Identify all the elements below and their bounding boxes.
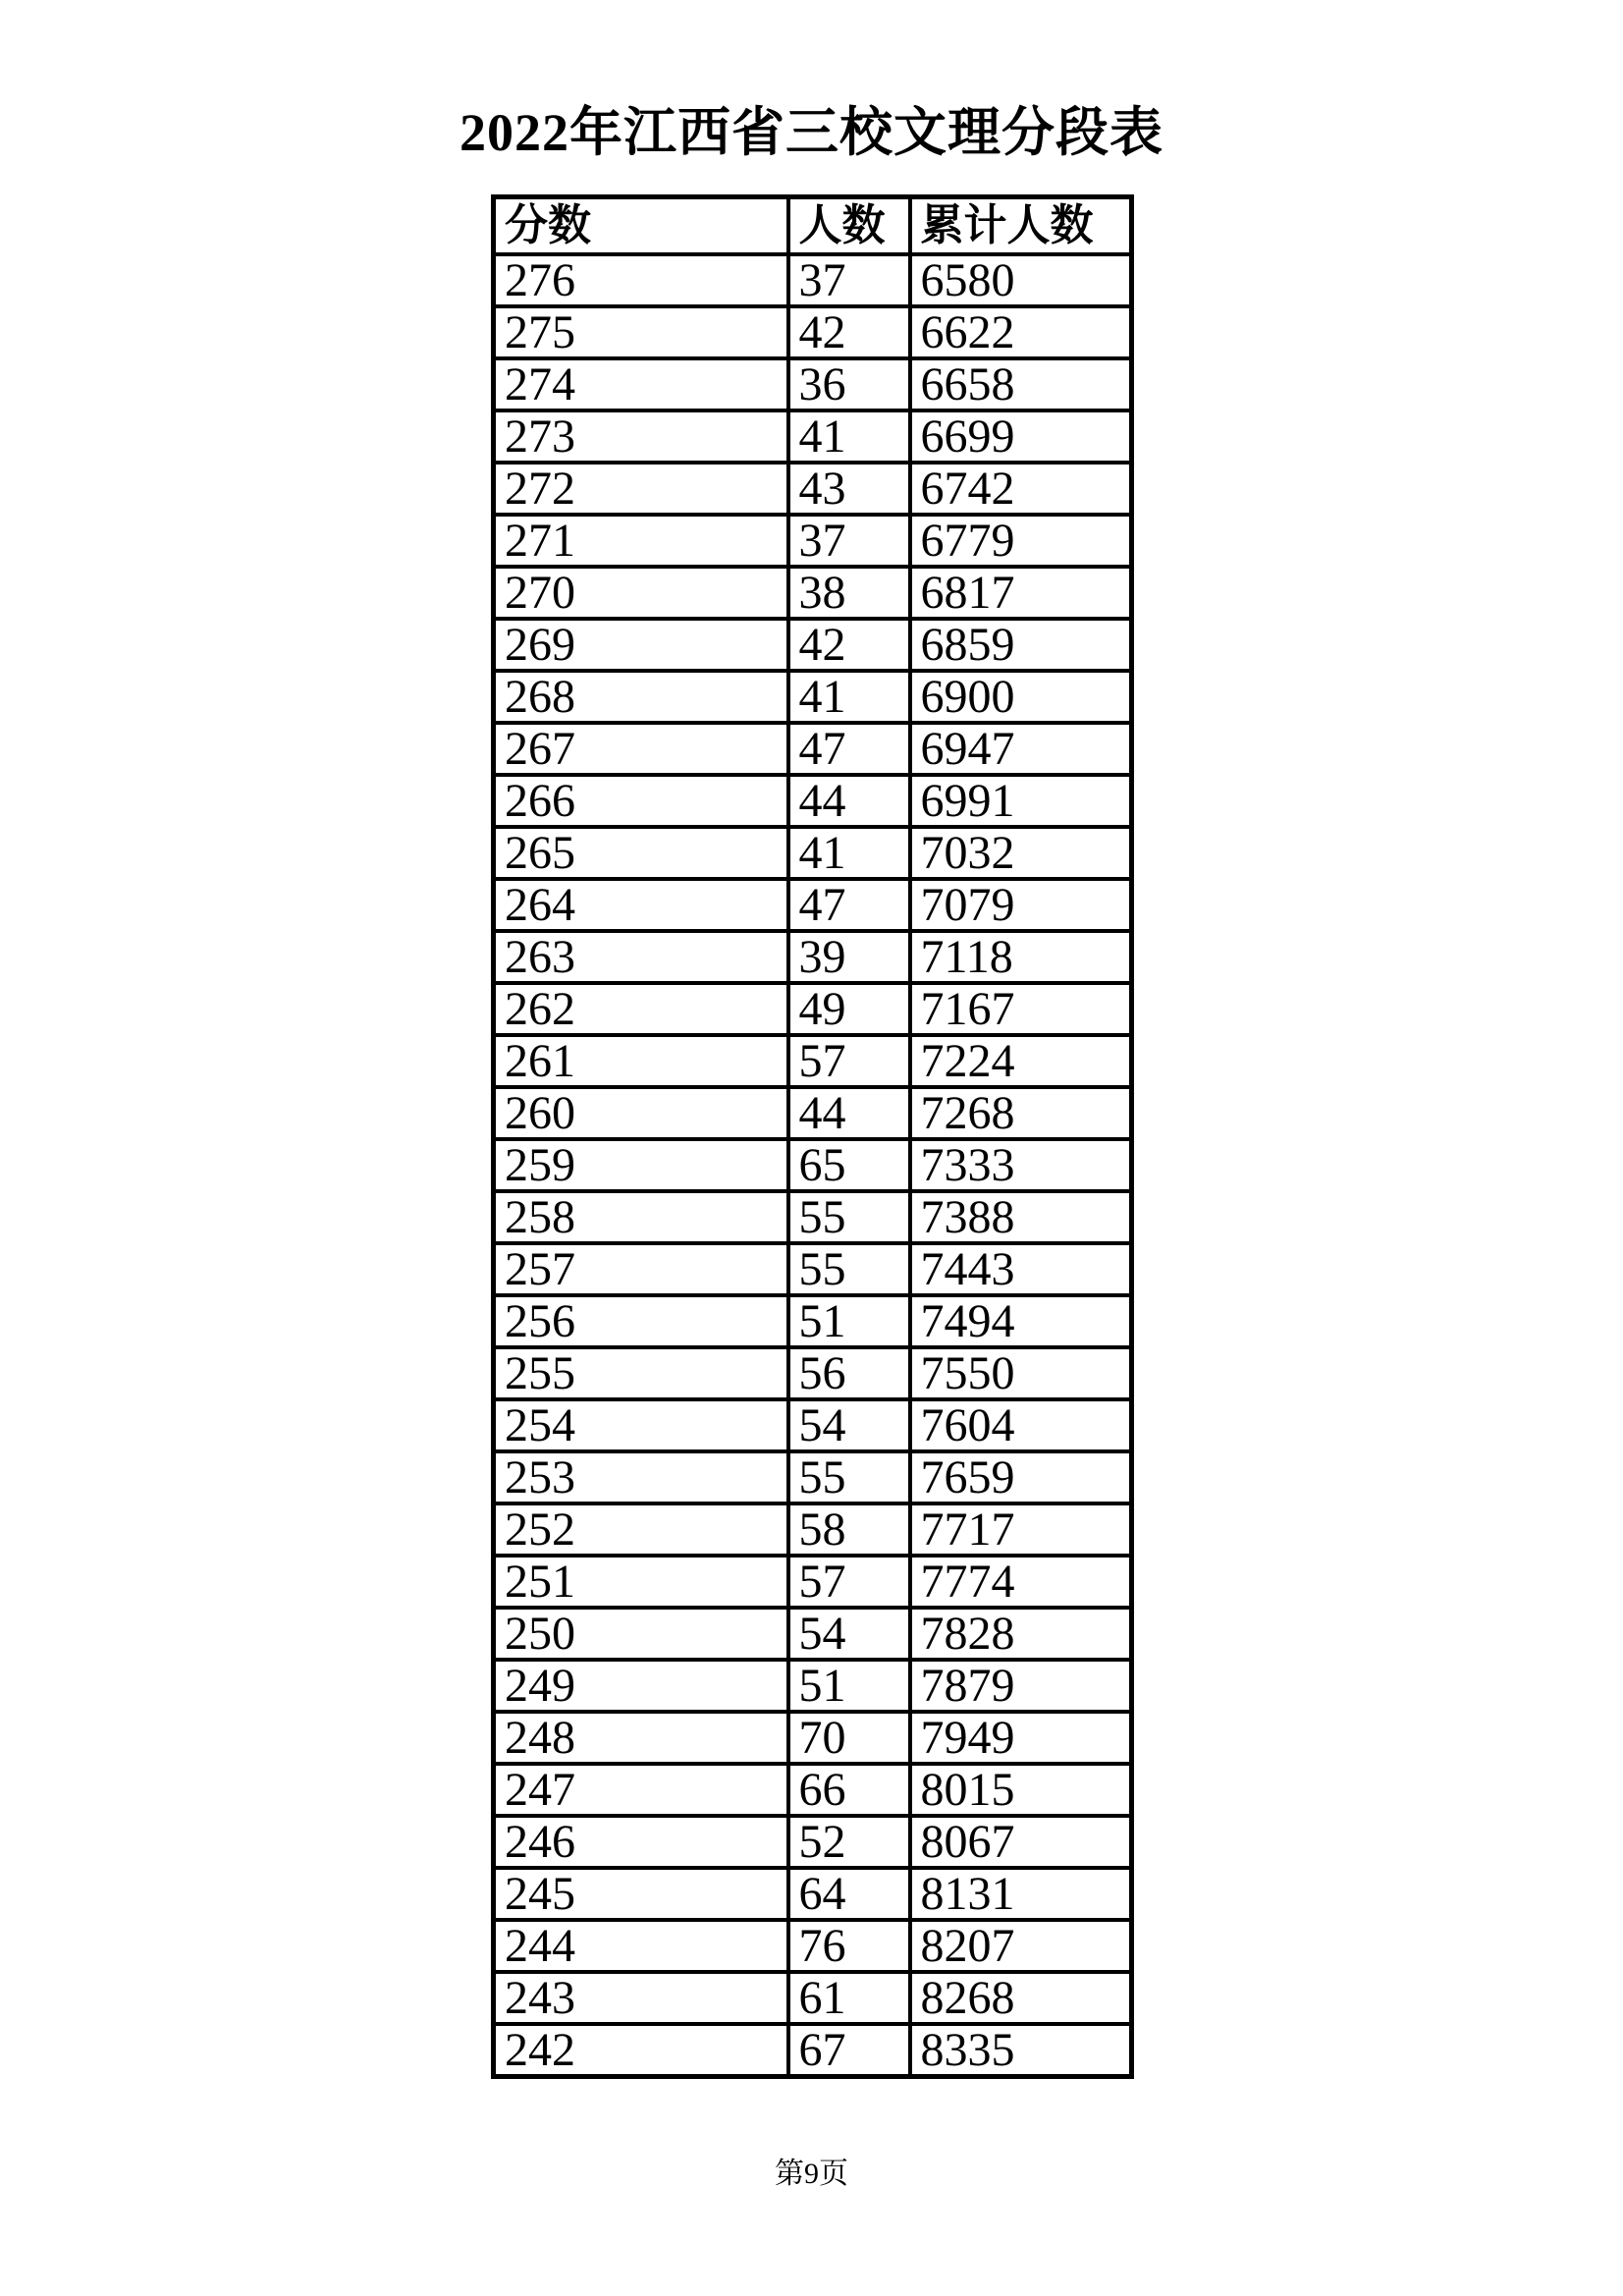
count-cell: 49 [788,983,910,1035]
cumulative-cell: 6699 [910,410,1132,463]
table-row [494,1608,1132,1660]
cumulative-cell: 8268 [910,1972,1132,2024]
table-row [494,1347,1132,1399]
score-cell: 246 [494,1816,788,1868]
count-cell: 41 [788,410,910,463]
cumulative-cell: 7118 [910,931,1132,983]
score-distribution-table [491,194,1134,2079]
count-cell: 36 [788,358,910,410]
count-cell: 42 [788,619,910,671]
table-body [494,254,1132,2077]
score-cell: 266 [494,775,788,827]
cumulative-cell: 7604 [910,1399,1132,1451]
cumulative-cell: 6991 [910,775,1132,827]
count-cell: 37 [788,254,910,306]
table-row [494,1139,1132,1191]
score-cell: 244 [494,1920,788,1972]
cumulative-cell: 7828 [910,1608,1132,1660]
score-cell: 273 [494,410,788,463]
cumulative-cell: 7032 [910,827,1132,879]
count-cell: 44 [788,775,910,827]
table-row [494,1451,1132,1503]
count-cell: 61 [788,1972,910,2024]
table-row [494,1503,1132,1556]
score-cell: 254 [494,1399,788,1451]
count-cell: 65 [788,1139,910,1191]
table-row [494,567,1132,619]
count-cell: 55 [788,1451,910,1503]
header-count: 人数 [788,197,910,255]
score-cell: 255 [494,1347,788,1399]
table-row [494,931,1132,983]
score-cell: 243 [494,1972,788,2024]
count-cell: 64 [788,1868,910,1920]
score-cell: 242 [494,2024,788,2077]
table-row [494,1295,1132,1347]
count-cell: 55 [788,1243,910,1295]
cumulative-cell: 7774 [910,1556,1132,1608]
score-cell: 252 [494,1503,788,1556]
count-cell: 67 [788,2024,910,2077]
cumulative-cell: 7949 [910,1712,1132,1764]
page-number: 第9页 [775,2158,848,2190]
cumulative-cell: 7167 [910,983,1132,1035]
score-cell: 262 [494,983,788,1035]
score-cell: 274 [494,358,788,410]
cumulative-cell: 6900 [910,671,1132,723]
count-cell: 38 [788,567,910,619]
score-cell: 248 [494,1712,788,1764]
cumulative-cell: 7443 [910,1243,1132,1295]
table-row [494,1660,1132,1712]
cumulative-cell: 8015 [910,1764,1132,1816]
count-cell: 47 [788,723,910,775]
table-row [494,2024,1132,2077]
table-row [494,619,1132,671]
table-row [494,827,1132,879]
score-cell: 276 [494,254,788,306]
score-cell: 265 [494,827,788,879]
count-cell: 66 [788,1764,910,1816]
table-row [494,671,1132,723]
score-cell: 271 [494,515,788,567]
score-cell: 247 [494,1764,788,1816]
count-cell: 54 [788,1608,910,1660]
table-row [494,1191,1132,1243]
cumulative-cell: 6742 [910,463,1132,515]
cumulative-cell: 6779 [910,515,1132,567]
count-cell: 55 [788,1191,910,1243]
table-row [494,775,1132,827]
score-cell: 272 [494,463,788,515]
count-cell: 37 [788,515,910,567]
cumulative-cell: 7268 [910,1087,1132,1139]
table-row [494,983,1132,1035]
table-row [494,879,1132,931]
cumulative-cell: 6947 [910,723,1132,775]
table-row [494,1816,1132,1868]
table-row [494,1972,1132,2024]
score-cell: 263 [494,931,788,983]
score-cell: 269 [494,619,788,671]
cumulative-cell: 8207 [910,1920,1132,1972]
score-cell: 260 [494,1087,788,1139]
table-row [494,1868,1132,1920]
score-cell: 267 [494,723,788,775]
count-cell: 41 [788,671,910,723]
cumulative-cell: 7659 [910,1451,1132,1503]
cumulative-cell: 7333 [910,1139,1132,1191]
table-row [494,1087,1132,1139]
score-cell: 275 [494,306,788,358]
cumulative-cell: 7224 [910,1035,1132,1087]
table-row [494,1243,1132,1295]
count-cell: 54 [788,1399,910,1451]
score-cell: 250 [494,1608,788,1660]
cumulative-cell: 6658 [910,358,1132,410]
page-title: 2022年江西省三校文理分段表 [460,103,1163,162]
table-row [494,1399,1132,1451]
table-row [494,1764,1132,1816]
count-cell: 43 [788,463,910,515]
score-cell: 249 [494,1660,788,1712]
cumulative-cell: 7079 [910,879,1132,931]
count-cell: 70 [788,1712,910,1764]
score-cell: 251 [494,1556,788,1608]
table-row [494,1920,1132,1972]
table-row [494,515,1132,567]
table-row [494,358,1132,410]
table-row [494,1712,1132,1764]
cumulative-cell: 7717 [910,1503,1132,1556]
cumulative-cell: 8335 [910,2024,1132,2077]
table-row [494,306,1132,358]
score-cell: 256 [494,1295,788,1347]
header-score: 分数 [494,197,788,255]
cumulative-cell: 6817 [910,567,1132,619]
table-row [494,1556,1132,1608]
cumulative-cell: 6580 [910,254,1132,306]
count-cell: 57 [788,1035,910,1087]
table-row [494,410,1132,463]
cumulative-cell: 8131 [910,1868,1132,1920]
score-cell: 259 [494,1139,788,1191]
score-cell: 264 [494,879,788,931]
count-cell: 47 [788,879,910,931]
score-cell: 257 [494,1243,788,1295]
header-cumulative-count: 累计人数 [910,197,1132,255]
score-cell: 253 [494,1451,788,1503]
cumulative-cell: 6859 [910,619,1132,671]
cumulative-cell: 6622 [910,306,1132,358]
cumulative-cell: 7494 [910,1295,1132,1347]
score-cell: 261 [494,1035,788,1087]
cumulative-cell: 7550 [910,1347,1132,1399]
table-row [494,723,1132,775]
count-cell: 76 [788,1920,910,1972]
count-cell: 51 [788,1660,910,1712]
count-cell: 52 [788,1816,910,1868]
count-cell: 44 [788,1087,910,1139]
count-cell: 51 [788,1295,910,1347]
score-cell: 258 [494,1191,788,1243]
score-cell: 268 [494,671,788,723]
score-cell: 270 [494,567,788,619]
table-row [494,1035,1132,1087]
table-row [494,463,1132,515]
count-cell: 41 [788,827,910,879]
count-cell: 57 [788,1556,910,1608]
cumulative-cell: 7388 [910,1191,1132,1243]
count-cell: 56 [788,1347,910,1399]
header-row [494,197,1132,255]
table-row [494,254,1132,306]
cumulative-cell: 8067 [910,1816,1132,1868]
count-cell: 39 [788,931,910,983]
score-cell: 245 [494,1868,788,1920]
cumulative-cell: 7879 [910,1660,1132,1712]
count-cell: 58 [788,1503,910,1556]
count-cell: 42 [788,306,910,358]
